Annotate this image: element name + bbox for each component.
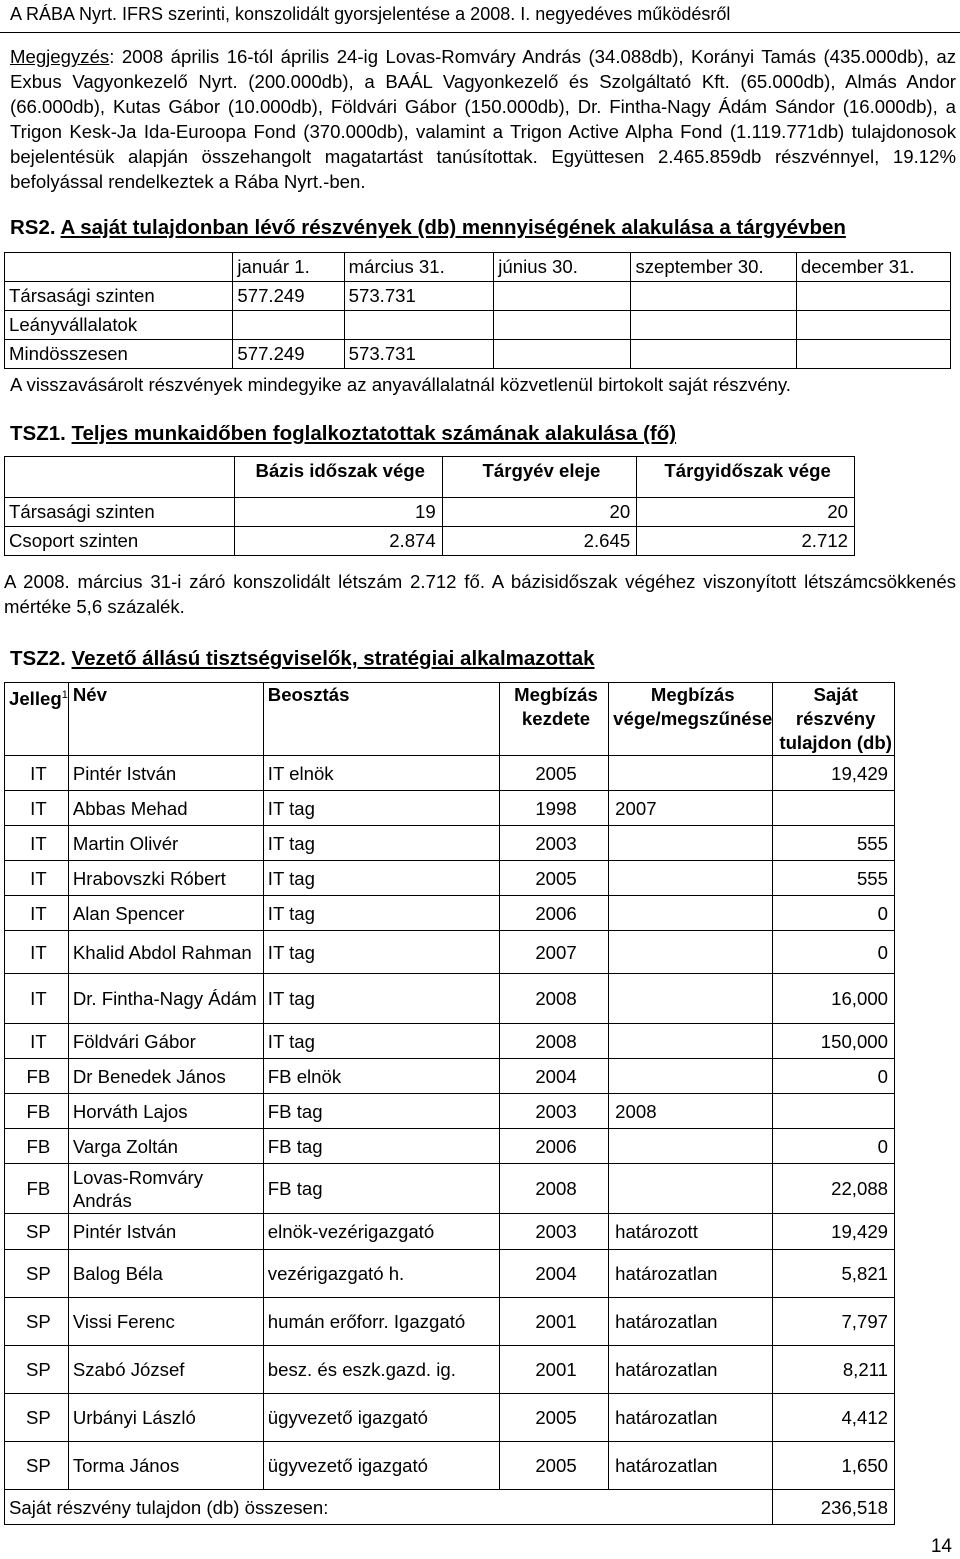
table-cell: FB: [5, 1094, 69, 1129]
table-cell: 2001: [499, 1346, 608, 1394]
table-cell: határozatlan: [609, 1442, 773, 1490]
tsz2-column-header-label: Név: [72, 684, 107, 705]
table-cell: határozatlan: [609, 1250, 773, 1298]
table-cell: [609, 974, 773, 1024]
table-cell: [233, 311, 344, 340]
table-cell: 573.731: [344, 340, 494, 369]
table-cell: Vissi Ferenc: [68, 1298, 263, 1346]
table-cell: 2007: [499, 931, 608, 974]
total-value: 236,518: [773, 1490, 895, 1525]
tsz2-code: TSZ2.: [10, 647, 66, 670]
tsz2-title-text: Vezető állású tisztségviselők, stratégiai alkalmazottak: [71, 647, 595, 670]
table-row: [5, 527, 855, 556]
total-label: Saját részvény tulajdon (db) összesen:: [5, 1490, 773, 1525]
rs2-column-header: [5, 253, 233, 282]
tsz2-column-header-label: Beosztás: [267, 684, 350, 705]
rs2-column-header: szeptember 30.: [631, 253, 796, 282]
table-cell: 577.249: [233, 340, 344, 369]
tsz2-column-header-label: Jelleg: [9, 688, 62, 710]
total-row: [5, 1490, 895, 1525]
tsz1-column-header: Tárgyév eleje: [442, 457, 636, 498]
table-cell: 0: [773, 1059, 895, 1094]
table-cell: [773, 791, 895, 826]
table-row: [5, 826, 895, 861]
note-paragraph: [10, 44, 956, 194]
table-cell: 2007: [609, 791, 773, 826]
table-row: [5, 1059, 895, 1094]
table-cell: IT: [5, 931, 69, 974]
table-cell: 1,650: [773, 1442, 895, 1490]
table-cell: [609, 1129, 773, 1164]
table-cell: 0: [773, 931, 895, 974]
table-cell: Khalid Abdol Rahman: [68, 931, 263, 974]
table-cell: [609, 1024, 773, 1059]
table-cell: Horváth Lajos: [68, 1094, 263, 1129]
footnote-marker: 1: [61, 689, 68, 701]
table-cell: [773, 1094, 895, 1129]
table-cell: FB tag: [263, 1094, 499, 1129]
table-cell: FB: [5, 1129, 69, 1164]
table-cell: [609, 1059, 773, 1094]
tsz1-column-header: Tárgyidőszak vége: [637, 457, 855, 498]
table-cell: 555: [773, 826, 895, 861]
tsz1-column-header: Bázis időszak vége: [234, 457, 442, 498]
table-cell: Varga Zoltán: [68, 1129, 263, 1164]
table-cell: Alan Spencer: [68, 896, 263, 931]
table-row: [5, 1129, 895, 1164]
table-cell: [609, 756, 773, 791]
table-cell: [609, 896, 773, 931]
note-label: Megjegyzés: [10, 46, 110, 67]
table-cell: Abbas Mehad: [68, 791, 263, 826]
table-cell: 2003: [499, 826, 608, 861]
table-cell: 2.874: [234, 527, 442, 556]
table-row: [5, 1442, 895, 1490]
table-cell: 19: [234, 498, 442, 527]
table-cell: IT tag: [263, 861, 499, 896]
table-cell: Lovas-Romváry András: [68, 1164, 263, 1214]
table-cell: 0: [773, 896, 895, 931]
table-cell: humán erőforr. Igazgató: [263, 1298, 499, 1346]
tsz2-column-header-label: Megbízás kezdete: [514, 684, 598, 729]
table-cell: Urbányi László: [68, 1394, 263, 1442]
table-cell: 2008: [499, 1164, 608, 1214]
tsz1-title-text: Teljes munkaidőben foglalkoztatottak számának alakulása (fő): [71, 422, 677, 445]
table-cell: Társasági szinten: [5, 282, 233, 311]
tsz1-table: [4, 456, 855, 556]
table-cell: 577.249: [233, 282, 344, 311]
table-cell: IT tag: [263, 791, 499, 826]
table-cell: Társasági szinten: [5, 498, 235, 527]
table-cell: Földvári Gábor: [68, 1024, 263, 1059]
table-cell: Martin Olivér: [68, 826, 263, 861]
table-cell: határozott: [609, 1214, 773, 1250]
table-cell: FB: [5, 1059, 69, 1094]
table-row: [5, 1094, 895, 1129]
tsz2-column-header: [609, 683, 773, 756]
table-cell: [494, 340, 631, 369]
table-cell: FB elnök: [263, 1059, 499, 1094]
table-cell: besz. és eszk.gazd. ig.: [263, 1346, 499, 1394]
table-row: [5, 1250, 895, 1298]
table-row: [5, 282, 951, 311]
table-row: [5, 931, 895, 974]
tsz1-footnote: A 2008. március 31-i záró konszolidált létszám 2.712 fő. A bázisidőszak végéhez viszonyított létszámcsökkenés mértéke 5,6 százalék.: [4, 571, 956, 617]
table-cell: IT: [5, 756, 69, 791]
table-cell: Pintér István: [68, 1214, 263, 1250]
table-cell: határozatlan: [609, 1394, 773, 1442]
table-cell: [609, 861, 773, 896]
table-cell: 2005: [499, 861, 608, 896]
rs2-header-row: [5, 253, 951, 282]
table-cell: IT tag: [263, 896, 499, 931]
table-cell: 2003: [499, 1214, 608, 1250]
table-cell: [344, 311, 494, 340]
table-cell: ügyvezető igazgató: [263, 1394, 499, 1442]
table-cell: [631, 340, 796, 369]
table-cell: [631, 282, 796, 311]
table-cell: határozatlan: [609, 1346, 773, 1394]
table-cell: 2005: [499, 756, 608, 791]
table-cell: [609, 1164, 773, 1214]
rs2-code: RS2.: [10, 216, 56, 239]
table-cell: 19,429: [773, 756, 895, 791]
tsz1-code: TSZ1.: [10, 422, 66, 445]
table-cell: 2001: [499, 1298, 608, 1346]
rs2-column-header: június 30.: [494, 253, 631, 282]
table-row: [5, 1394, 895, 1442]
table-cell: IT tag: [263, 974, 499, 1024]
table-cell: [494, 311, 631, 340]
table-cell: 2.645: [442, 527, 636, 556]
table-cell: IT: [5, 1024, 69, 1059]
table-cell: IT tag: [263, 826, 499, 861]
table-cell: IT elnök: [263, 756, 499, 791]
table-cell: Hrabovszki Róbert: [68, 861, 263, 896]
tsz2-column-header: [263, 683, 499, 756]
table-cell: [796, 340, 950, 369]
note-text: : 2008 április 16-tól április 24-ig Lovas-Romváry András (34.088db), Korányi Tamás (435.000db), az Exbus Vagyonkezelő Nyrt. (200.000db), a BAÁL Vagyonkezelő és Szolgáltató Kft. (65.000db), Almás Andor (66.000db), Kutas Gábor (10.000db), Földvári Gábor (150.000db), Dr. Fintha-Nagy Ádám Sándor (16.000db), a Trigon Kesk-Ja Ida-Euroopa Fond (370.000db), valamint a Trigon Active Alpha Fond (1.119.771db) tulajdonosok bejelentésük alapján összehangolt magatartást tanúsítottak. Együttesen 2.465.859db részvénnyel, 19.12% befolyással rendelkeztek a Rába Nyrt.-ben.: [10, 46, 956, 192]
tsz1-title: [10, 422, 676, 446]
table-cell: 5,821: [773, 1250, 895, 1298]
table-cell: határozatlan: [609, 1298, 773, 1346]
table-cell: 2006: [499, 1129, 608, 1164]
table-row: [5, 756, 895, 791]
table-cell: [609, 826, 773, 861]
tsz2-title: [10, 647, 595, 671]
table-cell: SP: [5, 1442, 69, 1490]
table-cell: SP: [5, 1394, 69, 1442]
table-cell: [796, 282, 950, 311]
table-row: [5, 1298, 895, 1346]
table-cell: 150,000: [773, 1024, 895, 1059]
table-cell: [631, 311, 796, 340]
table-row: [5, 861, 895, 896]
table-cell: 1998: [499, 791, 608, 826]
table-row: [5, 1024, 895, 1059]
table-row: [5, 974, 895, 1024]
table-cell: 573.731: [344, 282, 494, 311]
table-cell: SP: [5, 1214, 69, 1250]
tsz2-column-header: [499, 683, 608, 756]
table-cell: 2.712: [637, 527, 855, 556]
table-cell: Leányvállalatok: [5, 311, 233, 340]
table-cell: 16,000: [773, 974, 895, 1024]
table-cell: IT tag: [263, 1024, 499, 1059]
table-cell: IT tag: [263, 931, 499, 974]
tsz2-column-header-label: Megbízás vége/megszűnése: [613, 684, 773, 729]
table-cell: SP: [5, 1346, 69, 1394]
table-cell: Mindösszesen: [5, 340, 233, 369]
table-cell: ügyvezető igazgató: [263, 1442, 499, 1490]
table-cell: 2005: [499, 1442, 608, 1490]
table-row: [5, 896, 895, 931]
table-row: [5, 340, 951, 369]
table-cell: Dr Benedek János: [68, 1059, 263, 1094]
table-cell: 2008: [499, 974, 608, 1024]
table-cell: FB tag: [263, 1164, 499, 1214]
table-cell: [796, 311, 950, 340]
table-cell: 2003: [499, 1094, 608, 1129]
table-cell: [494, 282, 631, 311]
table-row: [5, 1346, 895, 1394]
tsz2-column-header-label: Saját részvény tulajdon (db): [779, 684, 892, 753]
table-row: [5, 311, 951, 340]
rs2-table: [4, 252, 951, 369]
rs2-column-header: január 1.: [233, 253, 344, 282]
table-cell: 2006: [499, 896, 608, 931]
table-cell: 7,797: [773, 1298, 895, 1346]
table-cell: IT: [5, 896, 69, 931]
tsz2-table: [4, 682, 895, 1525]
table-cell: 2008: [609, 1094, 773, 1129]
table-cell: 4,412: [773, 1394, 895, 1442]
tsz2-column-header: [5, 683, 69, 756]
table-cell: elnök-vezérigazgató: [263, 1214, 499, 1250]
table-cell: IT: [5, 974, 69, 1024]
table-cell: 2004: [499, 1250, 608, 1298]
table-cell: Balog Béla: [68, 1250, 263, 1298]
table-row: [5, 1164, 895, 1214]
page-number: 14: [930, 1536, 952, 1557]
table-cell: Pintér István: [68, 756, 263, 791]
table-cell: 20: [442, 498, 636, 527]
table-row: [5, 791, 895, 826]
table-row: [5, 498, 855, 527]
tsz1-column-header: [5, 457, 235, 498]
table-cell: IT: [5, 791, 69, 826]
table-cell: IT: [5, 826, 69, 861]
table-cell: vezérigazgató h.: [263, 1250, 499, 1298]
rs2-footnote: A visszavásárolt részvények mindegyike az anyavállalatnál közvetlenül birtokolt saját részvény.: [10, 374, 791, 395]
table-cell: FB tag: [263, 1129, 499, 1164]
rs2-column-header: december 31.: [796, 253, 950, 282]
table-cell: 22,088: [773, 1164, 895, 1214]
rs2-title: [10, 216, 846, 240]
page-header: [0, 0, 960, 33]
header-text: A RÁBA Nyrt. IFRS szerinti, konszolidált gyorsjelentése a 2008. I. negyedéves működésről: [10, 4, 731, 24]
table-cell: SP: [5, 1298, 69, 1346]
table-cell: 2008: [499, 1024, 608, 1059]
table-cell: FB: [5, 1164, 69, 1214]
table-cell: Dr. Fintha-Nagy Ádám: [68, 974, 263, 1024]
rs2-column-header: március 31.: [344, 253, 494, 282]
tsz1-header-row: [5, 457, 855, 498]
table-cell: [609, 931, 773, 974]
table-cell: 555: [773, 861, 895, 896]
table-cell: IT: [5, 861, 69, 896]
table-cell: Csoport szinten: [5, 527, 235, 556]
table-cell: Torma János: [68, 1442, 263, 1490]
table-cell: 20: [637, 498, 855, 527]
table-cell: Szabó József: [68, 1346, 263, 1394]
table-cell: 0: [773, 1129, 895, 1164]
tsz2-column-header: [773, 683, 895, 756]
rs2-title-text: A saját tulajdonban lévő részvények (db) mennyiségének alakulása a tárgyévben: [60, 216, 846, 239]
table-cell: 8,211: [773, 1346, 895, 1394]
table-cell: 2005: [499, 1394, 608, 1442]
table-row: [5, 1214, 895, 1250]
table-cell: SP: [5, 1250, 69, 1298]
tsz2-column-header: [68, 683, 263, 756]
table-cell: 2004: [499, 1059, 608, 1094]
table-cell: 19,429: [773, 1214, 895, 1250]
tsz2-header-row: [5, 683, 895, 756]
